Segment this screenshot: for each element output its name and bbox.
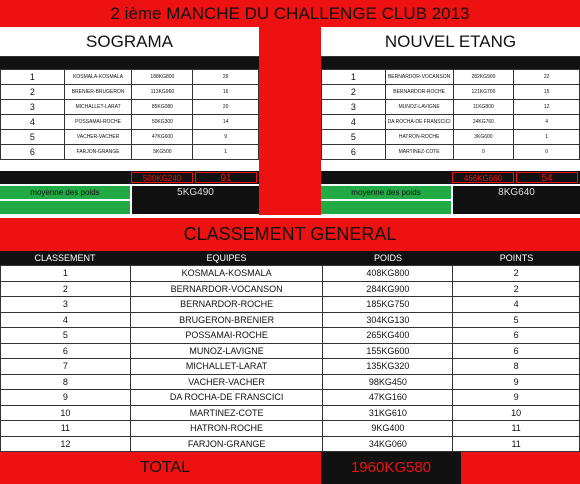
header-poids: POIDS: [373, 253, 402, 263]
table-row: [1, 297, 580, 313]
points-cell: 8: [453, 359, 580, 375]
rank-cell: 1: [1, 266, 131, 282]
table-row: [1, 85, 259, 100]
points-cell: 12: [514, 100, 580, 115]
table-row: [1, 145, 259, 160]
rank-cell: 3: [1, 100, 65, 115]
team-cell: KOSMALA-KOSMALA: [130, 266, 323, 282]
table-row: [1, 374, 580, 390]
rank-cell: 7: [1, 359, 131, 375]
points-cell: 22: [514, 70, 580, 85]
team-cell: VACHER-VACHER: [130, 374, 323, 390]
team-name-left: SOGRAMA: [0, 27, 259, 57]
team-right-header-bar: [321, 57, 580, 69]
total-poids-right: 466KG660: [452, 172, 514, 183]
points-cell: 11: [453, 421, 580, 437]
total-value: 1960KG580: [321, 452, 461, 484]
points-cell: 16: [193, 85, 259, 100]
total-label: TOTAL: [139, 459, 191, 476]
moyenne-bar-right: [321, 201, 451, 214]
poids-cell: 188KG800: [132, 70, 193, 85]
poids-cell: 98KG450: [323, 374, 453, 390]
rank-cell: 2: [322, 85, 386, 100]
rank-cell: 6: [1, 343, 131, 359]
moyenne-bar-left: [0, 201, 130, 214]
team-cell: MUNOZ-LAVIGNE: [130, 343, 323, 359]
poids-cell: 121KG700: [453, 85, 514, 100]
points-cell: 2: [453, 281, 580, 297]
poids-cell: 31KG610: [323, 405, 453, 421]
points-cell: 1: [514, 130, 580, 145]
points-cell: 5: [453, 312, 580, 328]
team-cell: MICHALLET-LARAT: [64, 100, 132, 115]
poids-cell: 304KG130: [323, 312, 453, 328]
total-points-left: 91: [195, 172, 257, 183]
page-title: 2 ième MANCHE DU CHALLENGE CLUB 2013: [0, 0, 580, 27]
team-cell: POSSAMAI-ROCHE: [64, 115, 132, 130]
poids-cell: 113KG960: [132, 85, 193, 100]
team-cell: VACHER-VACHER: [64, 130, 132, 145]
table-row: [322, 70, 580, 85]
table-row: [1, 100, 259, 115]
points-cell: 9: [193, 130, 259, 145]
rank-cell: 4: [322, 115, 386, 130]
team-cell: MARTINEZ-COTE: [385, 145, 453, 160]
poids-cell: 24KG760: [453, 115, 514, 130]
rank-cell: 1: [1, 70, 65, 85]
team-table-left: [0, 69, 259, 160]
moyenne-value-left: 5KG490: [132, 186, 259, 214]
rank-cell: 11: [1, 421, 131, 437]
team-cell: FARJON-GRANGE: [64, 145, 132, 160]
team-cell: MUNOZ-LAVIGNE: [385, 100, 453, 115]
team-cell: BRUGERON-BRENIER: [130, 312, 323, 328]
points-cell: 14: [193, 115, 259, 130]
team-left-header-bar: [0, 57, 259, 69]
team-cell: BERNARDOR-VOCANSON: [385, 70, 453, 85]
table-row: [1, 266, 580, 282]
total-points-right: 54: [516, 172, 578, 183]
table-row: [1, 436, 580, 452]
team-table-right: [321, 69, 580, 160]
points-cell: 9: [453, 374, 580, 390]
header-equipes: EQUIPES: [206, 253, 247, 263]
table-row: [1, 405, 580, 421]
rank-cell: 12: [1, 436, 131, 452]
rank-cell: 3: [322, 100, 386, 115]
table-row: [1, 359, 580, 375]
points-cell: 10: [453, 405, 580, 421]
rank-cell: 3: [1, 297, 131, 313]
table-row: [1, 130, 259, 145]
team-cell: POSSAMAI-ROCHE: [130, 328, 323, 344]
team-cell: MARTINEZ-COTE: [130, 405, 323, 421]
points-cell: 6: [453, 343, 580, 359]
poids-cell: 0: [453, 145, 514, 160]
table-row: [322, 145, 580, 160]
moyenne-label-right: moyenne des poids: [321, 186, 451, 199]
total-poids-left: 500KG240: [131, 172, 193, 183]
classement-header: [0, 251, 580, 265]
table-row: [322, 100, 580, 115]
points-cell: 0: [514, 145, 580, 160]
poids-cell: 50KG300: [132, 115, 193, 130]
rank-cell: 10: [1, 405, 131, 421]
points-cell: 11: [453, 436, 580, 452]
poids-cell: 47KG160: [323, 390, 453, 406]
header-points: POINTS: [499, 253, 534, 263]
table-row: [322, 130, 580, 145]
table-row: [322, 115, 580, 130]
poids-cell: 265KG400: [323, 328, 453, 344]
rank-cell: 4: [1, 115, 65, 130]
poids-cell: 155KG600: [323, 343, 453, 359]
poids-cell: 85KG080: [132, 100, 193, 115]
team-left-totals: [0, 171, 259, 184]
moyenne-label-left: moyenne des poids: [0, 186, 130, 199]
rank-cell: 8: [1, 374, 131, 390]
poids-cell: 185KG750: [323, 297, 453, 313]
classement-title: CLASSEMENT GENERAL: [0, 218, 580, 251]
points-cell: 15: [514, 85, 580, 100]
team-cell: DA ROCHA-DE FRANSCICI: [130, 390, 323, 406]
rank-cell: 4: [1, 312, 131, 328]
poids-cell: 11KG800: [453, 100, 514, 115]
poids-cell: 47KG600: [132, 130, 193, 145]
classement-table: [0, 265, 580, 452]
rank-cell: 2: [1, 85, 65, 100]
table-row: [322, 85, 580, 100]
rank-cell: 1: [322, 70, 386, 85]
rank-cell: 5: [1, 328, 131, 344]
poids-cell: 284KG900: [323, 281, 453, 297]
team-cell: HATRON-ROCHE: [130, 421, 323, 437]
header-classement: CLASSEMENT: [34, 253, 96, 263]
table-row: [1, 328, 580, 344]
team-cell: BERNARDOR-ROCHE: [385, 85, 453, 100]
poids-cell: 135KG320: [323, 359, 453, 375]
team-cell: KOSMALA-KOSMALA: [64, 70, 132, 85]
table-row: [1, 343, 580, 359]
moyenne-value-right: 8KG640: [453, 186, 580, 214]
team-right-totals: [321, 171, 580, 184]
team-cell: HATRON-ROCHE: [385, 130, 453, 145]
team-cell: MICHALLET-LARAT: [130, 359, 323, 375]
team-name-right: NOUVEL ETANG: [321, 27, 580, 57]
points-cell: 29: [193, 70, 259, 85]
table-row: [1, 115, 259, 130]
rank-cell: 9: [1, 390, 131, 406]
poids-cell: 3KG600: [453, 130, 514, 145]
points-cell: 4: [514, 115, 580, 130]
rank-cell: 2: [1, 281, 131, 297]
team-cell: BRENIER-BRUGERON: [64, 85, 132, 100]
table-row: [1, 70, 259, 85]
table-row: [1, 312, 580, 328]
rank-cell: 5: [322, 130, 386, 145]
total-row: [0, 452, 580, 484]
rank-cell: 6: [322, 145, 386, 160]
center-divider: [259, 27, 321, 215]
poids-cell: 5KG500: [132, 145, 193, 160]
points-cell: 2: [453, 266, 580, 282]
points-cell: 9: [453, 390, 580, 406]
table-row: [1, 281, 580, 297]
points-cell: 4: [453, 297, 580, 313]
poids-cell: 34KG060: [323, 436, 453, 452]
team-cell: BERNARDOR-VOCANSON: [130, 281, 323, 297]
poids-cell: 282KG900: [453, 70, 514, 85]
poids-cell: 9KG400: [323, 421, 453, 437]
points-cell: 1: [193, 145, 259, 160]
team-cell: DA ROCHA-DE FRANSCICI: [385, 115, 453, 130]
team-cell: FARJON-GRANGE: [130, 436, 323, 452]
rank-cell: 5: [1, 130, 65, 145]
rank-cell: 6: [1, 145, 65, 160]
table-row: [1, 390, 580, 406]
points-cell: 6: [453, 328, 580, 344]
team-cell: BERNARDOR-ROCHE: [130, 297, 323, 313]
points-cell: 20: [193, 100, 259, 115]
table-row: [1, 421, 580, 437]
poids-cell: 408KG800: [323, 266, 453, 282]
